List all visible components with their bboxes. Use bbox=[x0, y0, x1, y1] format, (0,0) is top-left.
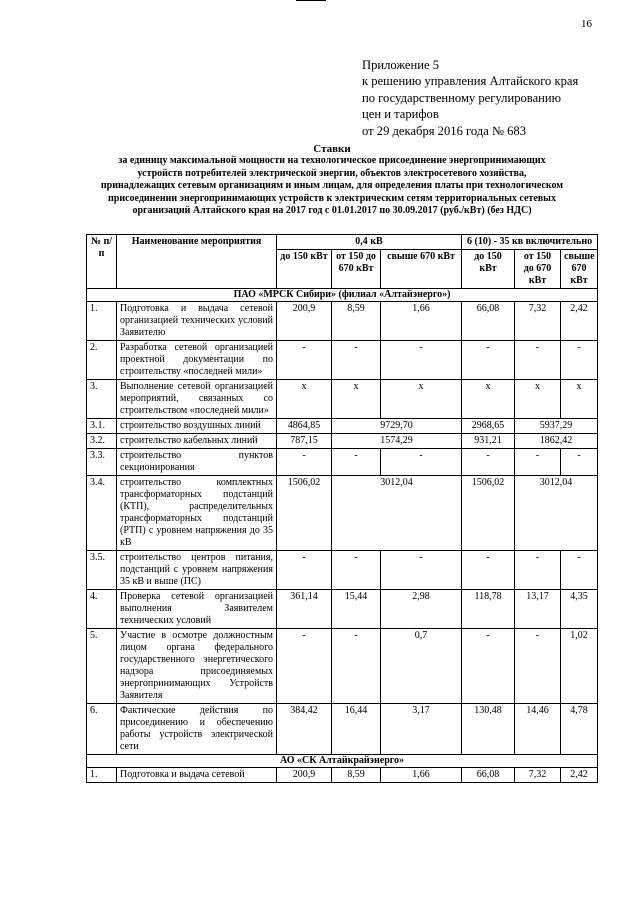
table-row bbox=[87, 551, 598, 590]
cell-value: х bbox=[515, 380, 561, 419]
cell-value: - bbox=[381, 341, 462, 380]
document-title bbox=[88, 143, 576, 217]
cell-value-merged: 9729,70 bbox=[332, 419, 462, 434]
cell-value: 4864,85 bbox=[277, 419, 332, 434]
cell-value: - bbox=[381, 551, 462, 590]
table-row bbox=[87, 476, 598, 551]
table-row bbox=[87, 434, 598, 449]
cell-value: - bbox=[462, 551, 515, 590]
cell-value: 1,02 bbox=[561, 629, 598, 704]
row-num: 1. bbox=[87, 768, 117, 783]
cell-value: - bbox=[561, 551, 598, 590]
cell-value: х bbox=[332, 380, 381, 419]
rates-table bbox=[86, 234, 598, 783]
cell-value: - bbox=[462, 341, 515, 380]
row-num: 5. bbox=[87, 629, 117, 704]
header-g1-col3: свыше 670 кВт bbox=[381, 250, 462, 289]
header-g1-col1: до 150 кВт bbox=[277, 250, 332, 289]
cell-value: - bbox=[515, 551, 561, 590]
row-name: строительство комплектных трансформаторных подстанций (КТП), распределительных трансформаторных подстанций (РТП) с уровнем напряжения до 35 кВ bbox=[117, 476, 277, 551]
cell-value: - bbox=[332, 629, 381, 704]
row-num: 3. bbox=[87, 380, 117, 419]
cell-value: - bbox=[332, 341, 381, 380]
org-row bbox=[87, 755, 598, 768]
table-row bbox=[87, 302, 598, 341]
org-name-1: ПАО «МРСК Сибири» (филиал «Алтайэнерго») bbox=[87, 289, 598, 302]
cell-value: 16,44 bbox=[332, 704, 381, 755]
row-num: 2. bbox=[87, 341, 117, 380]
cell-value: 931,21 bbox=[462, 434, 515, 449]
table-row bbox=[87, 449, 598, 476]
cell-value: 4,78 bbox=[561, 704, 598, 755]
cell-value: 8,59 bbox=[332, 302, 381, 341]
header-group-6-35kv: 6 (10) - 35 кв включительно bbox=[462, 235, 598, 250]
cell-value: х bbox=[561, 380, 598, 419]
cell-value-merged: 5937,29 bbox=[515, 419, 598, 434]
cell-value: 1,66 bbox=[381, 768, 462, 783]
header-g1-col2: от 150 до 670 кВт bbox=[332, 250, 381, 289]
cell-value: 1506,02 bbox=[277, 476, 332, 551]
header-g2-col1: до 150 кВт bbox=[462, 250, 515, 289]
cell-value: 200,9 bbox=[277, 768, 332, 783]
cell-value: 14,46 bbox=[515, 704, 561, 755]
cell-value: - bbox=[277, 551, 332, 590]
appendix-header bbox=[362, 57, 578, 139]
table-row bbox=[87, 341, 598, 380]
cell-value: 7,32 bbox=[515, 768, 561, 783]
row-name: Участие в осмотре должностным лицом органа федерального государственного энергетического надзора присоединяемых энергопринимающих Устройств Заявителя bbox=[117, 629, 277, 704]
row-name: строительство пунктов секционирования bbox=[117, 449, 277, 476]
cell-value: - bbox=[462, 449, 515, 476]
cell-value-merged: 1574,29 bbox=[332, 434, 462, 449]
cell-value: 66,08 bbox=[462, 768, 515, 783]
cell-value: - bbox=[277, 629, 332, 704]
cell-value: 384,42 bbox=[277, 704, 332, 755]
title-line-5: присоединении энергопринимающих устройств к электрическим сетям территориальных сетевых bbox=[108, 192, 556, 204]
cell-value: - bbox=[332, 551, 381, 590]
cell-value: 200,9 bbox=[277, 302, 332, 341]
cell-value: х bbox=[277, 380, 332, 419]
appendix-line-4: цен и тарифов bbox=[362, 107, 439, 122]
title-line-3: устройств потребителей электрической энергии, объектов электросетевого хозяйства, bbox=[137, 167, 527, 179]
top-edge-mark bbox=[296, 0, 326, 1]
cell-value: - bbox=[515, 449, 561, 476]
row-num: 3.2. bbox=[87, 434, 117, 449]
cell-value: - bbox=[561, 341, 598, 380]
cell-value: 15,44 bbox=[332, 590, 381, 629]
row-num: 1. bbox=[87, 302, 117, 341]
header-g2-col2: от 150 до 670 кВт bbox=[515, 250, 561, 289]
table-row bbox=[87, 629, 598, 704]
title-line-4: принадлежащих сетевым организациям и иным лицам, для определения платы при технологическом bbox=[100, 180, 564, 192]
table-row bbox=[87, 590, 598, 629]
cell-value: 8,59 bbox=[332, 768, 381, 783]
cell-value: - bbox=[277, 449, 332, 476]
cell-value: 2,42 bbox=[561, 768, 598, 783]
cell-value-merged: 1862,42 bbox=[515, 434, 598, 449]
cell-value: 1506,02 bbox=[462, 476, 515, 551]
table-row bbox=[87, 419, 598, 434]
cell-value: 2968,65 bbox=[462, 419, 515, 434]
row-name: Проверка сетевой организацией выполнения Заявителем технических условий bbox=[117, 590, 277, 629]
header-num: № п/п bbox=[87, 235, 117, 289]
row-name: Подготовка и выдача сетевой организацией технических условий Заявителю bbox=[117, 302, 277, 341]
row-num: 3.1. bbox=[87, 419, 117, 434]
cell-value: - bbox=[381, 449, 462, 476]
title-line-2: за единицу максимальной мощности на технологическое присоединение энергопринимающих bbox=[118, 155, 546, 167]
org-row bbox=[87, 289, 598, 302]
cell-value: х bbox=[381, 380, 462, 419]
cell-value: 361,14 bbox=[277, 590, 332, 629]
appendix-line-5: от 29 декабря 2016 года № 683 bbox=[362, 123, 527, 138]
cell-value: 0,7 bbox=[381, 629, 462, 704]
cell-value: х bbox=[462, 380, 515, 419]
page-number: 16 bbox=[581, 18, 592, 30]
row-num: 3.5. bbox=[87, 551, 117, 590]
header-g2-col3: свыше 670 кВт bbox=[561, 250, 598, 289]
table-row bbox=[87, 768, 598, 783]
header-group-04kv: 0,4 кВ bbox=[277, 235, 462, 250]
cell-value: - bbox=[561, 449, 598, 476]
cell-value: - bbox=[515, 629, 561, 704]
table-row bbox=[87, 704, 598, 755]
cell-value: 2,42 bbox=[561, 302, 598, 341]
row-name: строительство кабельных линий bbox=[117, 434, 277, 449]
cell-value: 7,32 bbox=[515, 302, 561, 341]
cell-value: - bbox=[277, 341, 332, 380]
cell-value: 3,17 bbox=[381, 704, 462, 755]
cell-value: - bbox=[515, 341, 561, 380]
row-name: Выполнение сетевой организацией мероприятий, связанных со строительством «последней мили» bbox=[117, 380, 277, 419]
row-num: 6. bbox=[87, 704, 117, 755]
cell-value: 787,15 bbox=[277, 434, 332, 449]
row-num: 4. bbox=[87, 590, 117, 629]
cell-value-merged: 3012,04 bbox=[515, 476, 598, 551]
cell-value: - bbox=[332, 449, 381, 476]
cell-value: 66,08 bbox=[462, 302, 515, 341]
cell-value: 2,98 bbox=[381, 590, 462, 629]
cell-value: 4,35 bbox=[561, 590, 598, 629]
cell-value: 1,66 bbox=[381, 302, 462, 341]
appendix-line-1: Приложение 5 bbox=[362, 58, 440, 72]
row-name: строительство центров питания, подстанций с уровнем напряжения 35 кВ и выше (ПС) bbox=[117, 551, 277, 590]
cell-value: - bbox=[462, 629, 515, 704]
table-row bbox=[87, 380, 598, 419]
row-name: Фактические действия по присоединению и обеспечению работы устройств электрической сети bbox=[117, 704, 277, 755]
title-line-6: организаций Алтайского края на 2017 год с 01.01.2017 по 30.09.2017 (руб./кВт) (без НДС) bbox=[132, 205, 532, 217]
row-name: Подготовка и выдача сетевой bbox=[117, 768, 277, 783]
appendix-line-2: к решению управления Алтайского края bbox=[362, 74, 579, 89]
header-row-1 bbox=[87, 235, 598, 250]
title-line-1: Ставки bbox=[313, 143, 351, 155]
org-name-2: АО «СК Алтайкрайэнерго» bbox=[87, 755, 598, 768]
header-name: Наименование мероприятия bbox=[117, 235, 277, 289]
row-name: Разработка сетевой организацией проектной документации по строительству «последней мили» bbox=[117, 341, 277, 380]
cell-value: 13,17 bbox=[515, 590, 561, 629]
cell-value: 118,78 bbox=[462, 590, 515, 629]
row-num: 3.4. bbox=[87, 476, 117, 551]
row-num: 3.3. bbox=[87, 449, 117, 476]
row-name: строительство воздушных линий bbox=[117, 419, 277, 434]
cell-value: 130,48 bbox=[462, 704, 515, 755]
cell-value-merged: 3012,04 bbox=[332, 476, 462, 551]
appendix-line-3: по государственному регулированию bbox=[362, 90, 562, 105]
